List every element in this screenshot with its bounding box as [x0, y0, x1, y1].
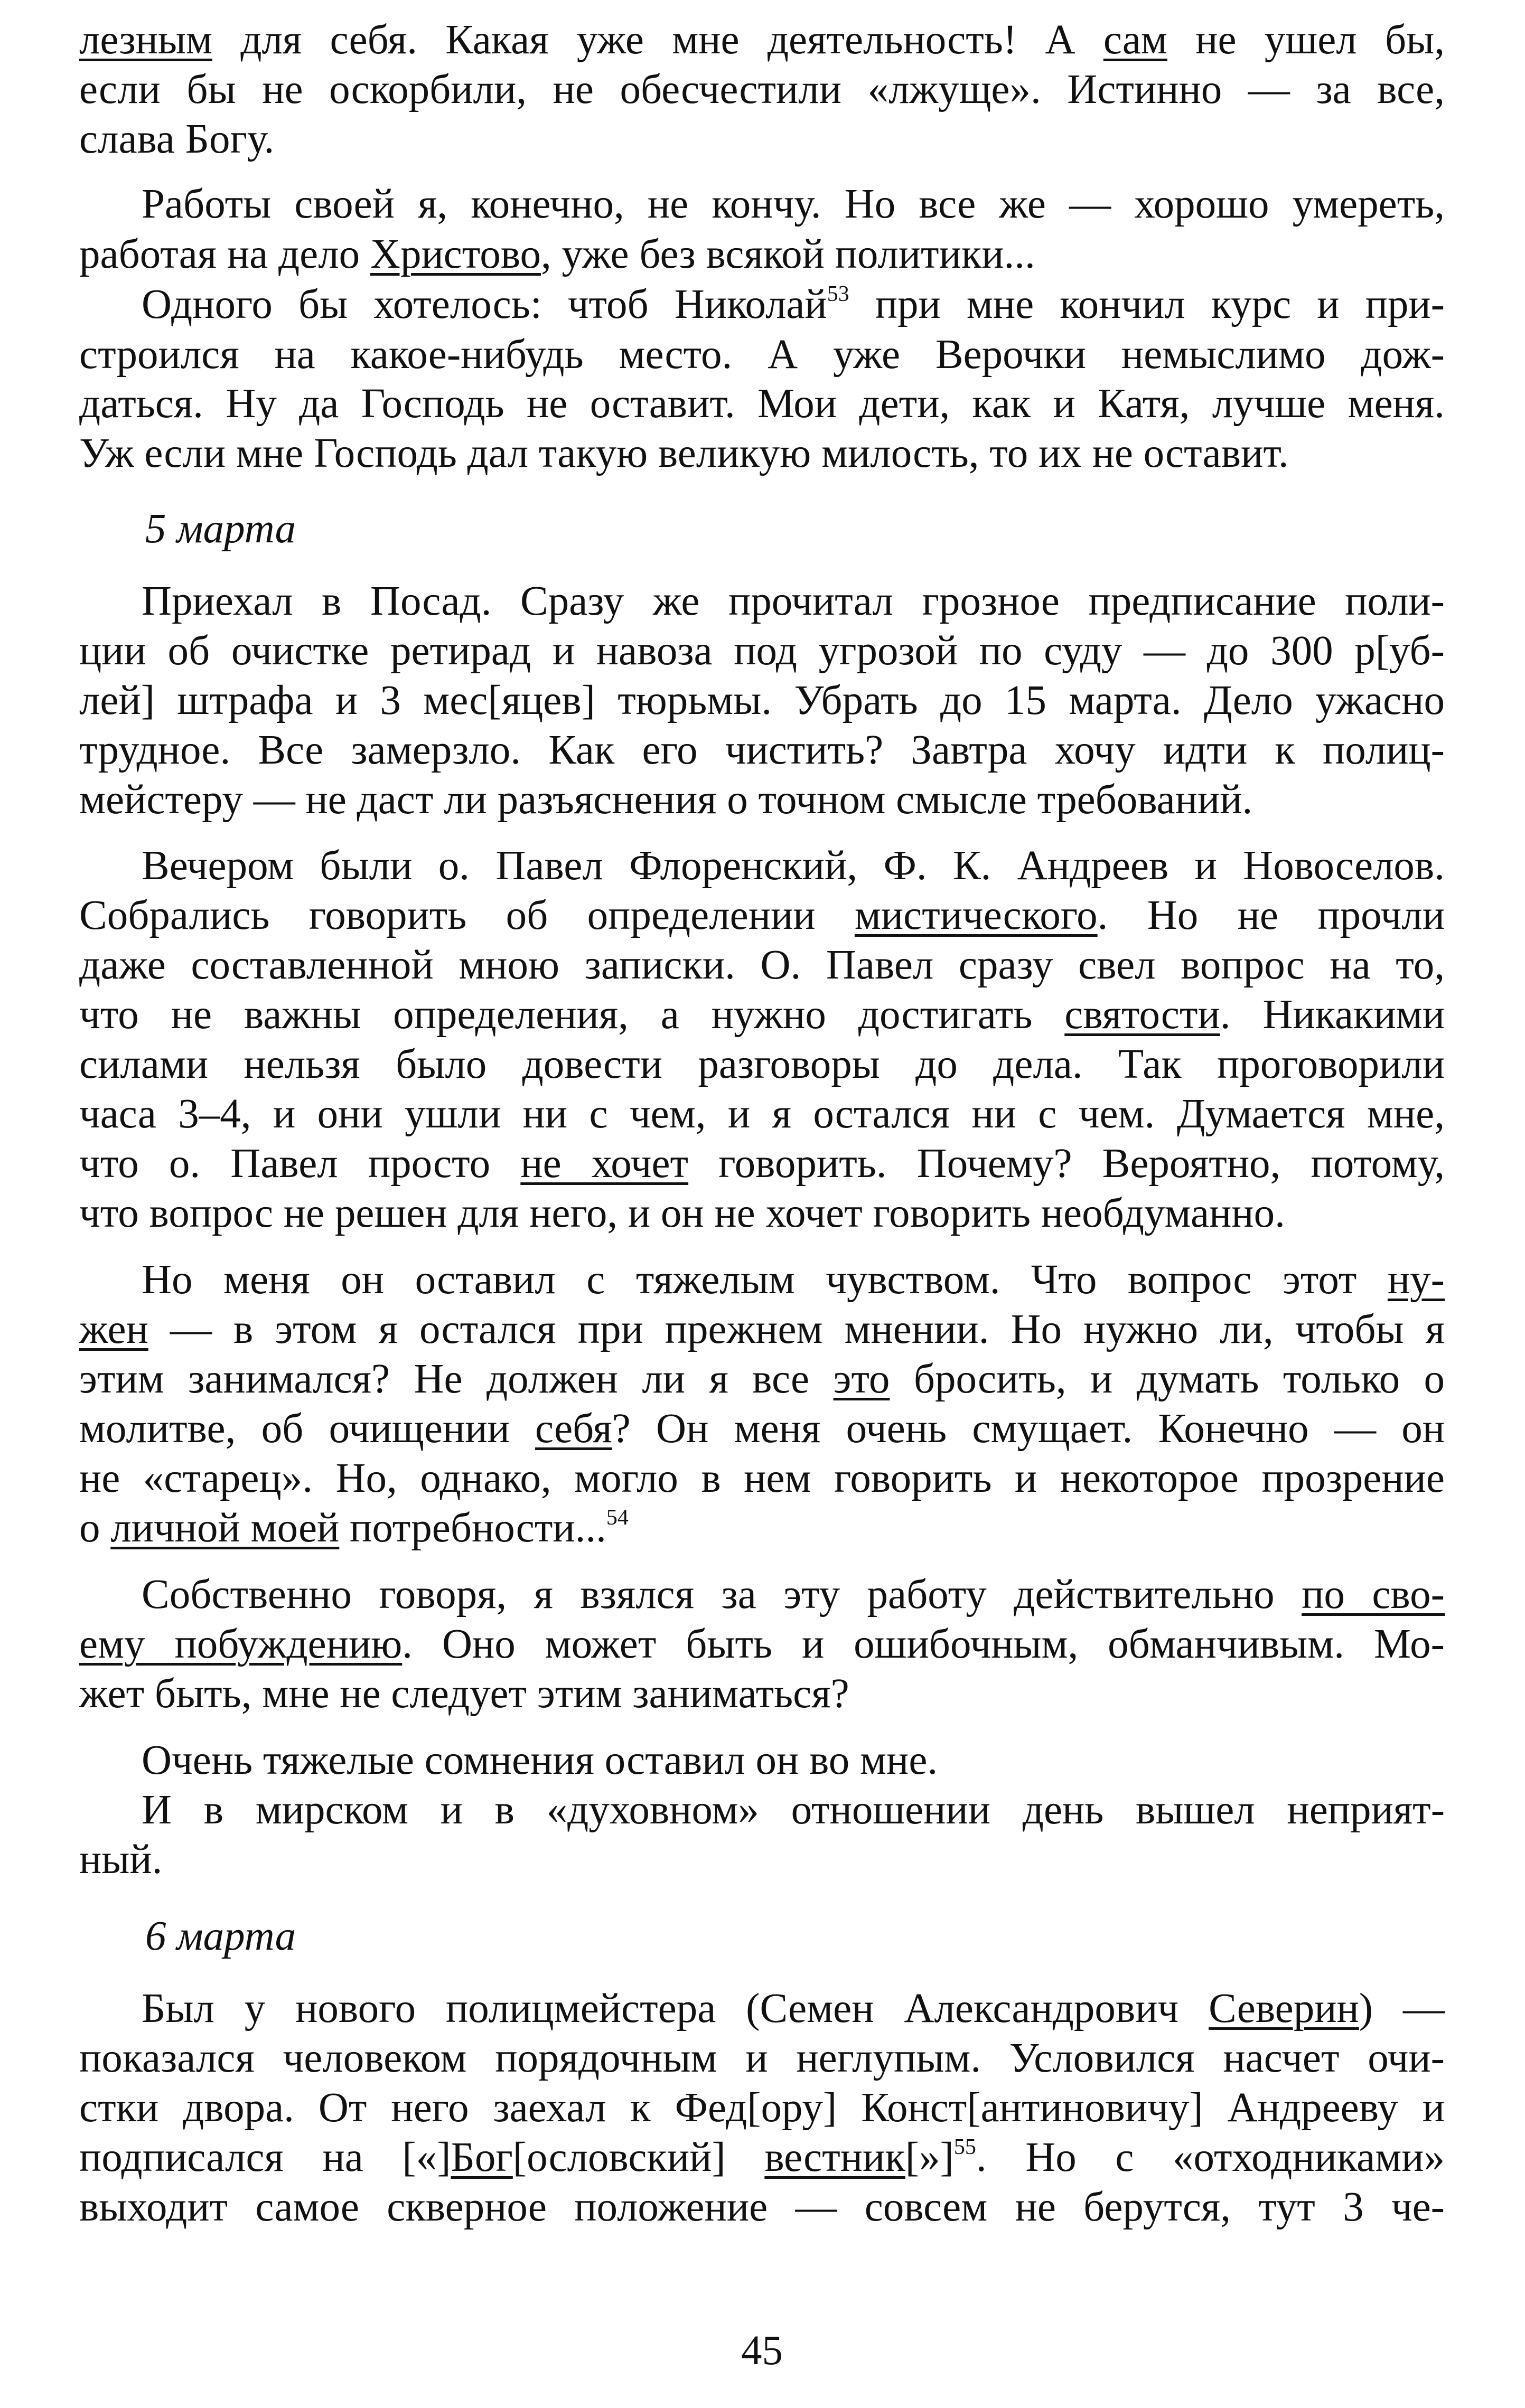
- text-run: ) —: [1359, 1986, 1445, 2031]
- underlined-text: себя: [535, 1406, 612, 1452]
- text-run: мейстеру — не даст ли разъяснения о точном смысле требований.: [79, 777, 1253, 823]
- text-run: 6 марта: [145, 1913, 296, 1959]
- text-line: [142, 177, 1445, 232]
- text-line: [142, 1981, 1445, 2036]
- underlined-text: Христово: [370, 231, 541, 277]
- underlined-text: это: [833, 1356, 890, 1402]
- underlined-text: ну-: [1387, 1257, 1445, 1303]
- text-run: что о. Павел просто: [79, 1141, 521, 1187]
- text-run: Собственно говоря, я взялся за эту работу действительно: [142, 1572, 1302, 1617]
- text-run: Уж если мне Господь дал такую великую милость, то их не оставит.: [79, 430, 1289, 476]
- text-run: не «старец». Но, однако, могло в нем говорить и некоторое прозрение: [79, 1455, 1445, 1501]
- page-number: 45: [741, 2328, 783, 2374]
- text-line: [142, 277, 1445, 332]
- text-run: строился на какое-нибудь место. А уже Верочки немыслимо дож-: [79, 332, 1445, 378]
- text-run: Одного бы хотелось: чтоб Николай: [142, 281, 827, 327]
- text-run: для себя. Какая уже мне деятельность! А: [212, 17, 1103, 63]
- text-run: Был у нового полицмейстера (Семен Александрович: [142, 1986, 1209, 2031]
- text-run: подписался на [«]: [79, 2134, 451, 2180]
- text-run: трудное. Все замерзло. Как его чистить? Завтра хочу идти к полиц-: [79, 727, 1445, 773]
- text-line: [79, 2130, 1445, 2185]
- text-run: , уже без всякой политики...: [541, 231, 1035, 277]
- underlined-text: вестник: [764, 2134, 905, 2180]
- text-line: [79, 1302, 1445, 1357]
- text-run: . Никакими: [1220, 992, 1445, 1038]
- text-run: часа 3–4, и они ушли ни с чем, и я остался ни с чем. Думается мне,: [79, 1091, 1445, 1137]
- text-line: [79, 2081, 1445, 2136]
- text-run: Приехал в Посад. Сразу же прочитал грозное предписание поли-: [142, 578, 1445, 624]
- footnote-ref: 53: [827, 282, 849, 306]
- text-run: выходит самое скверное положение — совсем не берутся, тут 3 че-: [79, 2184, 1445, 2230]
- underlined-text: Бог: [451, 2134, 513, 2180]
- text-line: [79, 723, 1445, 778]
- text-run: что не важны определения, а нужно достигать: [79, 992, 1065, 1038]
- text-line: [79, 888, 1445, 943]
- text-line: [79, 377, 1445, 431]
- text-line: [79, 1667, 1445, 1722]
- text-line: [79, 1087, 1445, 1142]
- text-run: даже составленной мною записки. О. Павел сразу свел вопрос на то,: [79, 942, 1445, 988]
- text-run: стки двора. От него заехал к Фед[ору] Конст[антиновичу] Андрееву и: [79, 2085, 1445, 2131]
- text-line: [79, 673, 1445, 728]
- text-line: [142, 839, 1445, 893]
- text-run: молитве, об очищении: [79, 1406, 536, 1452]
- text-run: . Но не прочли: [1097, 892, 1445, 938]
- text-line: [79, 1617, 1445, 1672]
- text-line: [79, 1037, 1445, 1092]
- text-run: 5 марта: [145, 506, 296, 552]
- text-run: Собрались говорить об определении: [79, 892, 855, 938]
- text-run: лей] штрафа и 3 мес[яцев] тюрьмы. Убрать до 15 марта. Дело ужасно: [79, 678, 1445, 723]
- text-line: [79, 112, 1445, 167]
- text-run: Вечером были о. Павел Флоренский, Ф. К. Андреев и Новоселов.: [142, 843, 1445, 889]
- text-run: ции об очистке ретирад и навоза под угрозой по суду — до 300 р[уб-: [79, 628, 1445, 674]
- text-line: [79, 1832, 1445, 1887]
- footnote-ref: 55: [953, 2135, 976, 2159]
- text-run: И в мирском и в «духовном» отношении день вышел неприят-: [142, 1787, 1445, 1833]
- text-line: [142, 1567, 1445, 1622]
- footnote-ref: 54: [606, 1506, 629, 1530]
- text-line: [142, 1733, 1445, 1788]
- underlined-text: Северин: [1209, 1986, 1359, 2031]
- text-line: [79, 1186, 1445, 1241]
- text-run: — в этом я остался при прежнем мнении. Но нужно ли, чтобы я: [148, 1306, 1445, 1352]
- text-line: [79, 62, 1445, 117]
- text-line: [79, 773, 1445, 827]
- text-line: [79, 1451, 1445, 1506]
- underlined-text: сам: [1103, 17, 1167, 63]
- text-run: не ушел бы,: [1167, 17, 1445, 63]
- text-run: о: [79, 1505, 111, 1551]
- text-run: ный.: [79, 1837, 163, 1883]
- text-run: жет быть, мне не следует этим заниматься?: [79, 1671, 849, 1717]
- text-run: даться. Ну да Господь не оставит. Мои дети, как и Катя, лучше меня.: [79, 381, 1445, 427]
- text-run: ? Он меня очень смущает. Конечно — он: [612, 1406, 1445, 1452]
- date-heading: [145, 502, 296, 557]
- text-line: [79, 938, 1445, 993]
- text-run: . Оно может быть и ошибочным, обманчивым. Мо-: [402, 1621, 1445, 1667]
- underlined-text: жен: [79, 1306, 148, 1352]
- underlined-text: лезным: [79, 17, 213, 63]
- text-run: этим занимался? Не должен ли я все: [79, 1356, 834, 1402]
- text-run: говорить. Почему? Вероятно, потому,: [688, 1141, 1445, 1187]
- text-run: Работы своей я, конечно, не кончу. Но все же — хорошо умереть,: [142, 181, 1445, 227]
- text-run: Но меня он оставил с тяжелым чувством. Что вопрос этот: [142, 1257, 1388, 1303]
- book-page: [79, 0, 1445, 2408]
- text-line: [142, 574, 1445, 629]
- text-run: [ословский]: [512, 2134, 765, 2180]
- text-run: бросить, и думать только о: [890, 1356, 1445, 1402]
- text-line: [142, 1253, 1445, 1308]
- text-run: если бы не оскорбили, не обесчестили «лжуще». Истинно — за все,: [79, 67, 1445, 112]
- date-heading: [145, 1909, 296, 1964]
- text-run: слава Богу.: [79, 116, 275, 162]
- text-run: Очень тяжелые сомнения оставил он во мне.: [142, 1737, 938, 1783]
- text-line: [79, 426, 1445, 481]
- text-line: [79, 327, 1445, 382]
- underlined-text: мистического: [854, 892, 1098, 938]
- text-line: [79, 1352, 1445, 1407]
- text-run: при мне кончил курс и при-: [849, 281, 1445, 327]
- text-run: работая на дело: [79, 231, 370, 277]
- text-run: . Но с «отходниками»: [976, 2134, 1445, 2180]
- text-line: [79, 987, 1445, 1042]
- text-line: [79, 624, 1445, 679]
- text-run: [»]: [905, 2134, 954, 2180]
- text-run: что вопрос не решен для него, и он не хочет говорить необдуманно.: [79, 1190, 1285, 1236]
- underlined-text: ему побуждению: [79, 1621, 403, 1667]
- text-line: [79, 1501, 1445, 1556]
- text-line: [79, 2031, 1445, 2086]
- text-line: [79, 1136, 1445, 1191]
- text-run: потребности...: [339, 1505, 606, 1551]
- text-run: показался человеком порядочным и неглупым. Условился насчет очи-: [79, 2035, 1445, 2081]
- text-line: [79, 2180, 1445, 2235]
- underlined-text: по сво-: [1302, 1572, 1445, 1617]
- text-line: [79, 1401, 1445, 1456]
- underlined-text: не хочет: [520, 1141, 689, 1187]
- text-run: силами нельзя было довести разговоры до дела. Так проговорили: [79, 1041, 1445, 1087]
- text-line: [79, 13, 1445, 68]
- text-line: [79, 227, 1445, 282]
- underlined-text: личной моей: [110, 1505, 340, 1551]
- underlined-text: святости: [1064, 992, 1220, 1038]
- text-line: [142, 1783, 1445, 1838]
